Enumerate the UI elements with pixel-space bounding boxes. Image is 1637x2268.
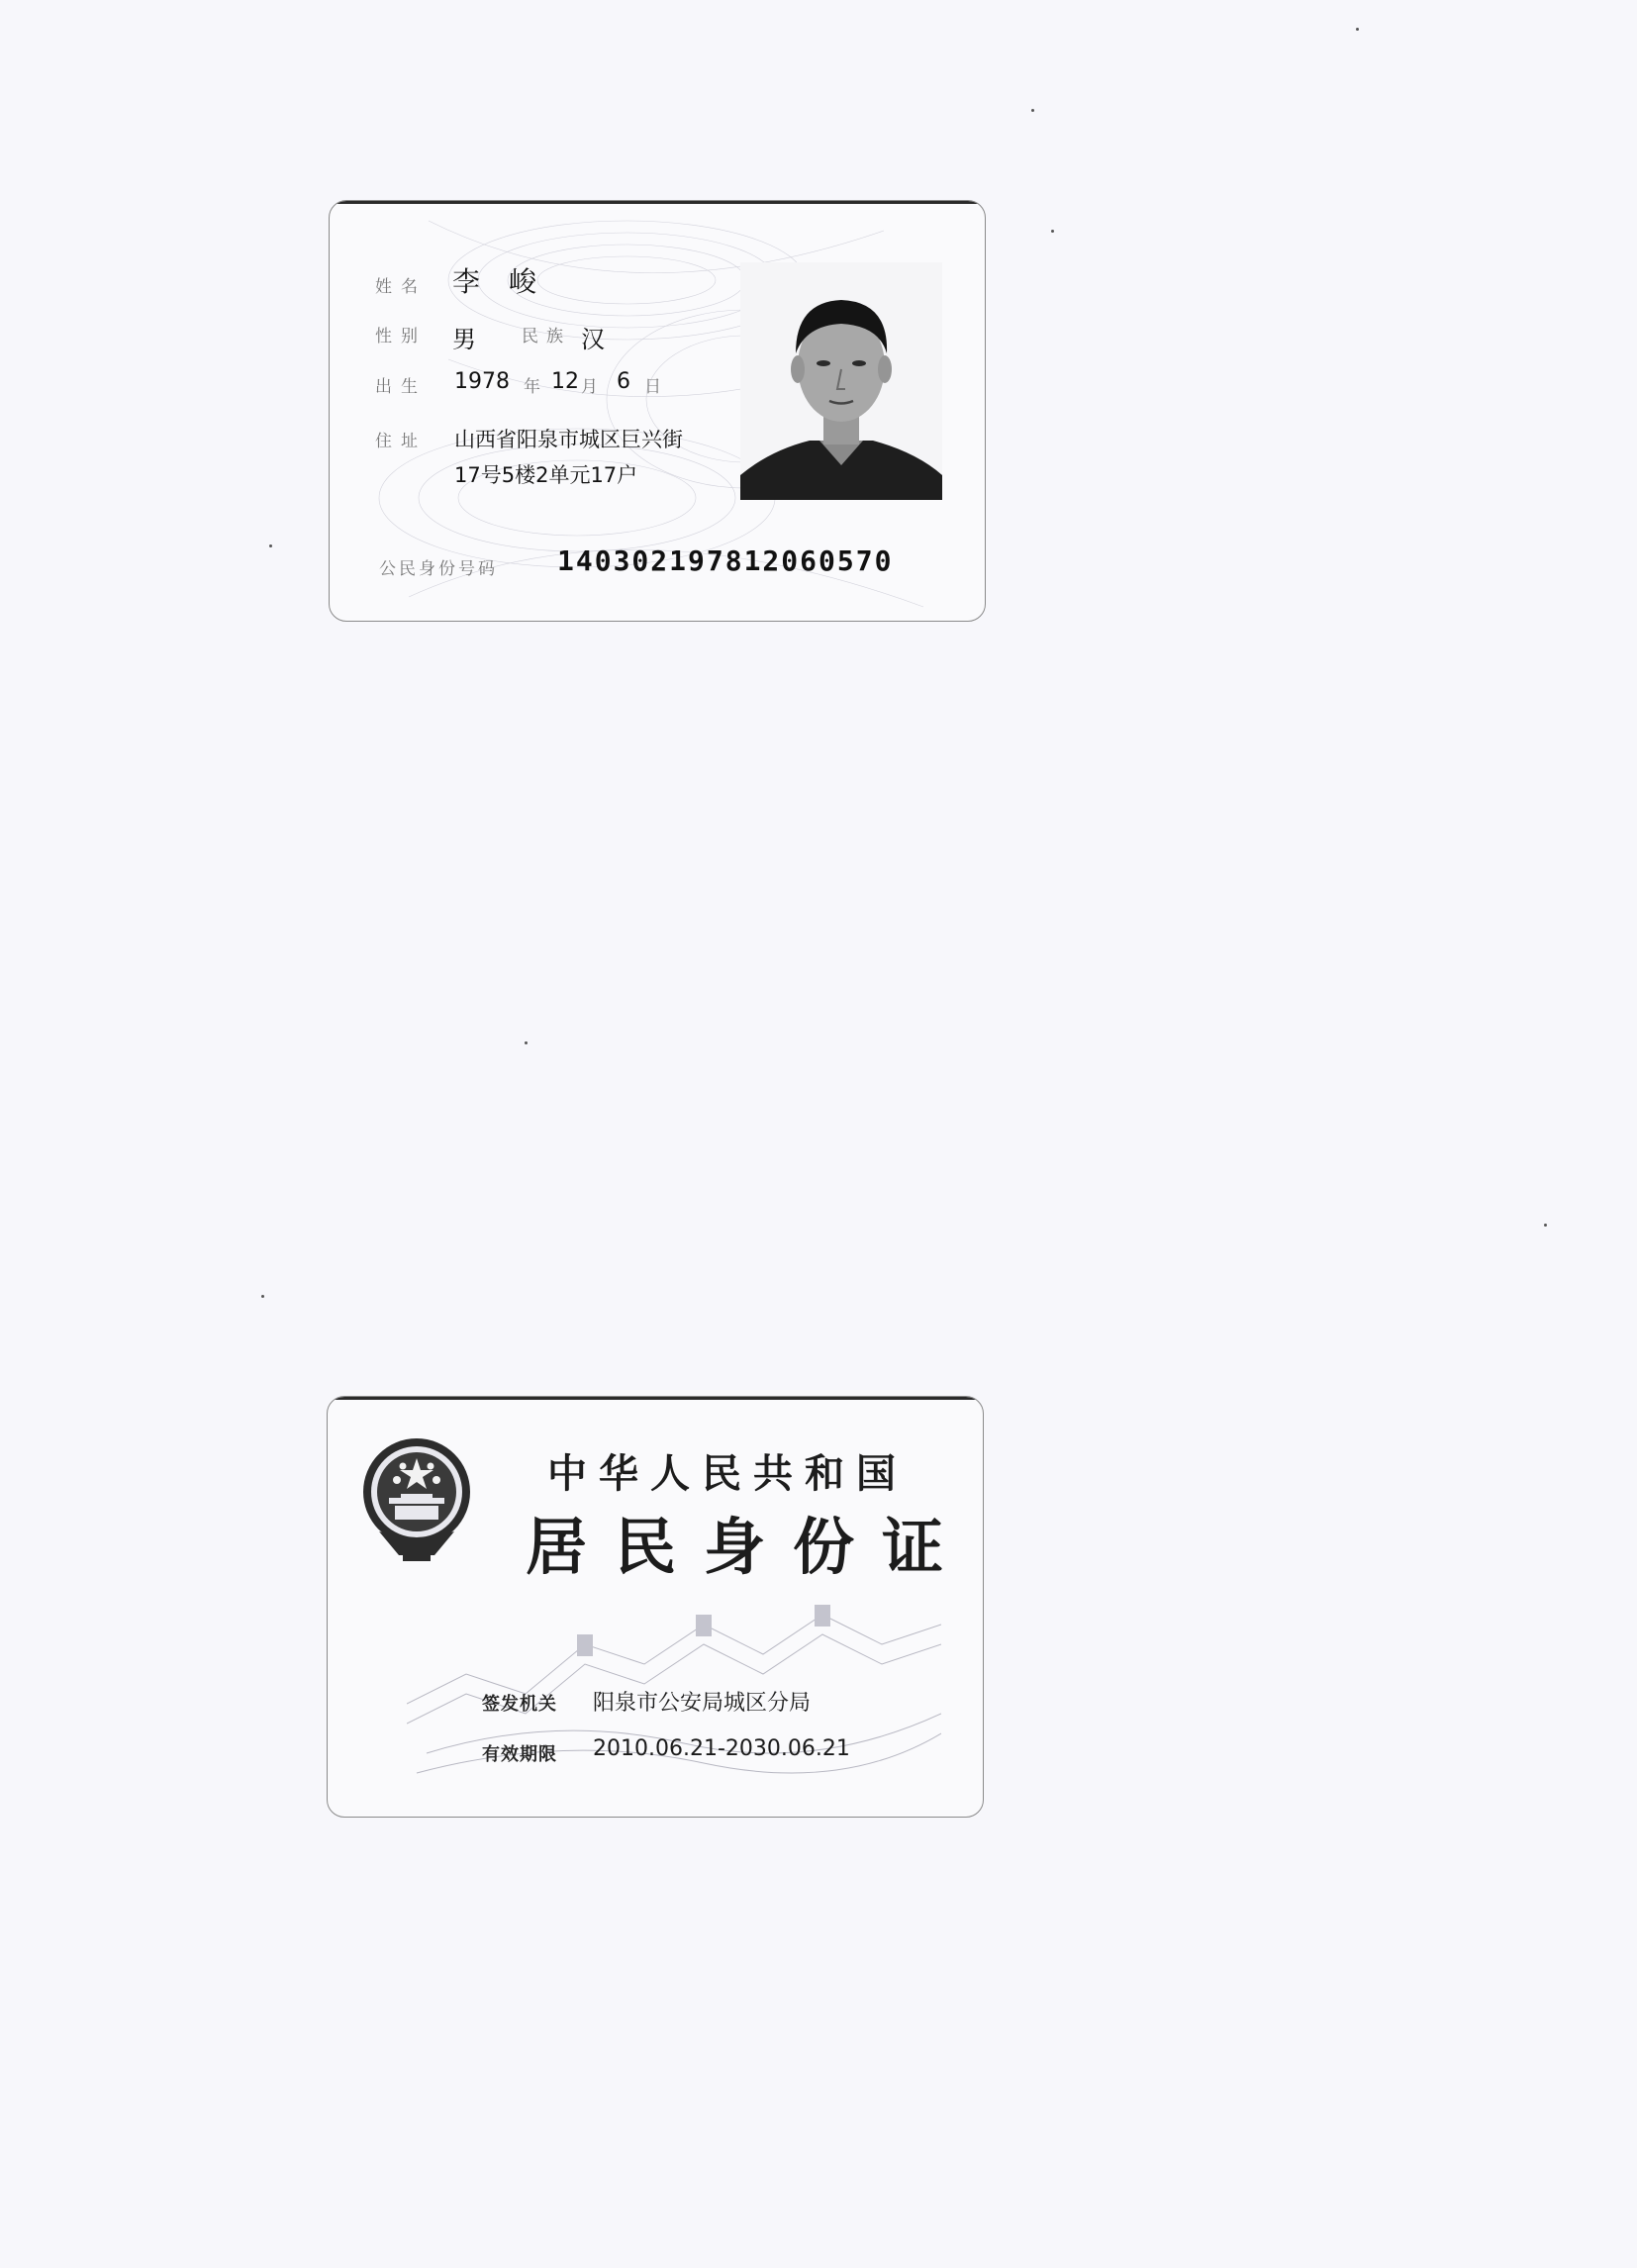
birth-year-unit: 年: [524, 377, 540, 397]
scan-speck: [269, 544, 272, 547]
birth-month: 12: [551, 369, 579, 394]
id-number-value: 140302197812060570: [557, 544, 894, 577]
issuer-label: 签发机关: [482, 1694, 557, 1715]
id-card-front: [329, 200, 986, 622]
scan-speck: [525, 1041, 528, 1044]
birth-month-unit: 月: [581, 377, 598, 397]
document-title: 居民身份证: [526, 1511, 972, 1583]
scan-speck: [1356, 28, 1359, 31]
scan-speck: [261, 1295, 264, 1298]
id-card-back: [327, 1396, 984, 1818]
scan-speck: [1031, 109, 1034, 112]
gender-label: 性别: [375, 327, 427, 346]
birth-day-unit: 日: [644, 377, 661, 397]
id-number-label: 公民身份号码: [379, 559, 498, 579]
scan-speck: [1051, 230, 1054, 233]
address-line-2: 17号5楼2单元17户: [454, 463, 638, 487]
birth-label: 出生: [375, 377, 427, 397]
validity-value: 2010.06.21-2030.06.21: [593, 1736, 850, 1761]
ethnicity-value: 汉: [581, 326, 605, 353]
name-value: 李 峻: [452, 265, 546, 298]
scan-speck: [1544, 1224, 1547, 1227]
issuer-value: 阳泉市公安局城区分局: [593, 1691, 812, 1716]
portrait-photo-icon: [740, 262, 942, 500]
national-emblem-icon: [359, 1432, 474, 1565]
birth-year: 1978: [454, 369, 510, 394]
address-line-1: 山西省阳泉市城区巨兴街: [454, 428, 683, 451]
birth-day: 6: [617, 369, 630, 394]
name-label: 姓名: [375, 277, 427, 297]
gender-value: 男: [452, 326, 476, 353]
address-label: 住址: [375, 432, 427, 451]
ethnicity-label: 民族: [522, 327, 571, 346]
validity-label: 有效期限: [482, 1744, 557, 1765]
country-name: 中华人民共和国: [547, 1450, 908, 1497]
